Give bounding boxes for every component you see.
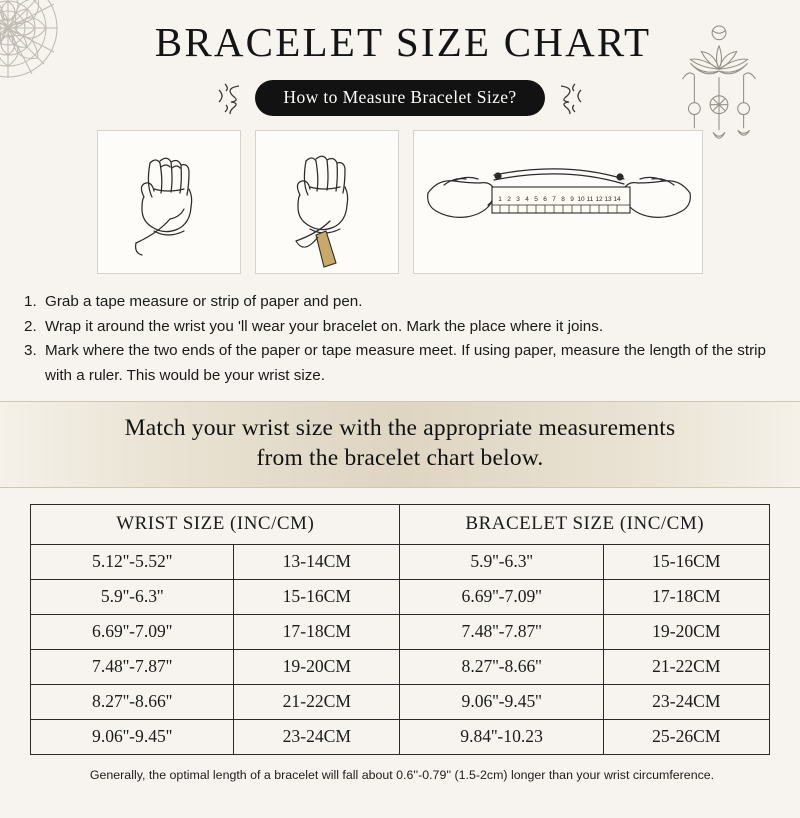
cell-wrist-inch: 6.69''-7.09'' <box>31 614 234 649</box>
hands-measuring-paper-with-ruler-illustration <box>413 130 703 274</box>
match-instruction-banner <box>0 401 800 488</box>
svg-text:6: 6 <box>543 196 547 203</box>
step-text: Mark where the two ends of the paper or tape measure meet. If using paper, measure the length of the strip with a ruler. This would be your wrist size. <box>45 342 766 384</box>
flourish-left-icon <box>215 82 245 114</box>
cell-wrist-inch: 5.9''-6.3'' <box>31 579 234 614</box>
cell-wrist-cm: 13-14CM <box>234 544 400 579</box>
svg-text:5: 5 <box>534 196 538 203</box>
svg-text:12: 12 <box>595 196 603 203</box>
step-number: 2. <box>24 317 37 335</box>
cell-bracelet-cm: 23-24CM <box>603 684 769 719</box>
svg-text:14: 14 <box>613 196 621 203</box>
table-row <box>31 719 770 754</box>
column-header-bracelet-size: BRACELET SIZE (INC/CM) <box>400 504 770 544</box>
cell-bracelet-inch: 6.69''-7.09'' <box>400 579 603 614</box>
table-row <box>31 649 770 684</box>
svg-text:3: 3 <box>516 196 520 203</box>
svg-text:11: 11 <box>586 196 594 203</box>
cell-wrist-cm: 19-20CM <box>234 649 400 684</box>
page-title: BRACELET SIZE CHART <box>154 19 652 65</box>
cell-bracelet-inch: 9.06''-9.45'' <box>400 684 603 719</box>
svg-text:8: 8 <box>561 196 565 203</box>
cell-wrist-inch: 5.12''-5.52'' <box>31 544 234 579</box>
cell-wrist-inch: 7.48''-7.87'' <box>31 649 234 684</box>
svg-text:4: 4 <box>525 196 529 203</box>
cell-wrist-inch: 8.27''-8.66'' <box>31 684 234 719</box>
cell-bracelet-cm: 25-26CM <box>603 719 769 754</box>
instruction-steps <box>24 290 776 389</box>
cell-wrist-cm: 21-22CM <box>234 684 400 719</box>
size-table-wrapper <box>0 488 800 755</box>
cell-bracelet-cm: 17-18CM <box>603 579 769 614</box>
step-number: 1. <box>24 293 37 310</box>
cell-bracelet-cm: 19-20CM <box>603 614 769 649</box>
list-item <box>24 290 776 315</box>
cell-bracelet-inch: 9.84''-10.23 <box>400 719 603 754</box>
banner-line-1: Match your wrist size with the appropriate measurements <box>124 414 676 441</box>
cell-bracelet-inch: 7.48''-7.87'' <box>400 614 603 649</box>
cell-bracelet-inch: 8.27''-8.66'' <box>400 649 603 684</box>
table-row <box>31 579 770 614</box>
cell-wrist-inch: 9.06''-9.45'' <box>31 719 234 754</box>
svg-text:13: 13 <box>604 196 612 203</box>
step-text: Grab a tape measure or strip of paper and pen. <box>45 293 363 310</box>
footnote-text: Generally, the optimal length of a bracelet will fall about 0.6''-0.79'' (1.5-2cm) longer than your wrist circumference. <box>89 767 715 782</box>
cell-bracelet-cm: 15-16CM <box>603 544 769 579</box>
table-header-row <box>31 504 770 544</box>
cell-wrist-cm: 23-24CM <box>234 719 400 754</box>
flourish-right-icon <box>555 82 585 114</box>
table-row <box>31 614 770 649</box>
cell-wrist-cm: 17-18CM <box>234 614 400 649</box>
bracelet-size-table <box>30 504 770 755</box>
step-number: 3. <box>24 342 37 360</box>
table-row <box>31 544 770 579</box>
hand-with-paper-strip-illustration <box>255 130 399 274</box>
banner-line-2: from the bracelet chart below. <box>256 445 544 472</box>
svg-text:7: 7 <box>552 196 556 203</box>
cell-wrist-cm: 15-16CM <box>234 579 400 614</box>
illustration-row <box>0 130 800 274</box>
how-to-measure-pill: How to Measure Bracelet Size? <box>255 80 544 116</box>
step-text: Wrap it around the wrist you 'll wear your bracelet on. Mark the place where it joins. <box>45 317 604 335</box>
list-item <box>24 339 776 388</box>
list-item <box>24 315 776 340</box>
mandala-ornament-icon <box>0 0 112 134</box>
svg-text:9: 9 <box>570 196 574 203</box>
cell-bracelet-cm: 21-22CM <box>603 649 769 684</box>
hand-with-tape-measure-illustration <box>97 130 241 274</box>
column-header-wrist-size: WRIST SIZE (INC/CM) <box>31 504 400 544</box>
svg-text:10: 10 <box>577 196 585 203</box>
cell-bracelet-inch: 5.9''-6.3'' <box>400 544 603 579</box>
table-row <box>31 684 770 719</box>
svg-text:1: 1 <box>498 196 502 203</box>
svg-text:2: 2 <box>507 196 511 203</box>
